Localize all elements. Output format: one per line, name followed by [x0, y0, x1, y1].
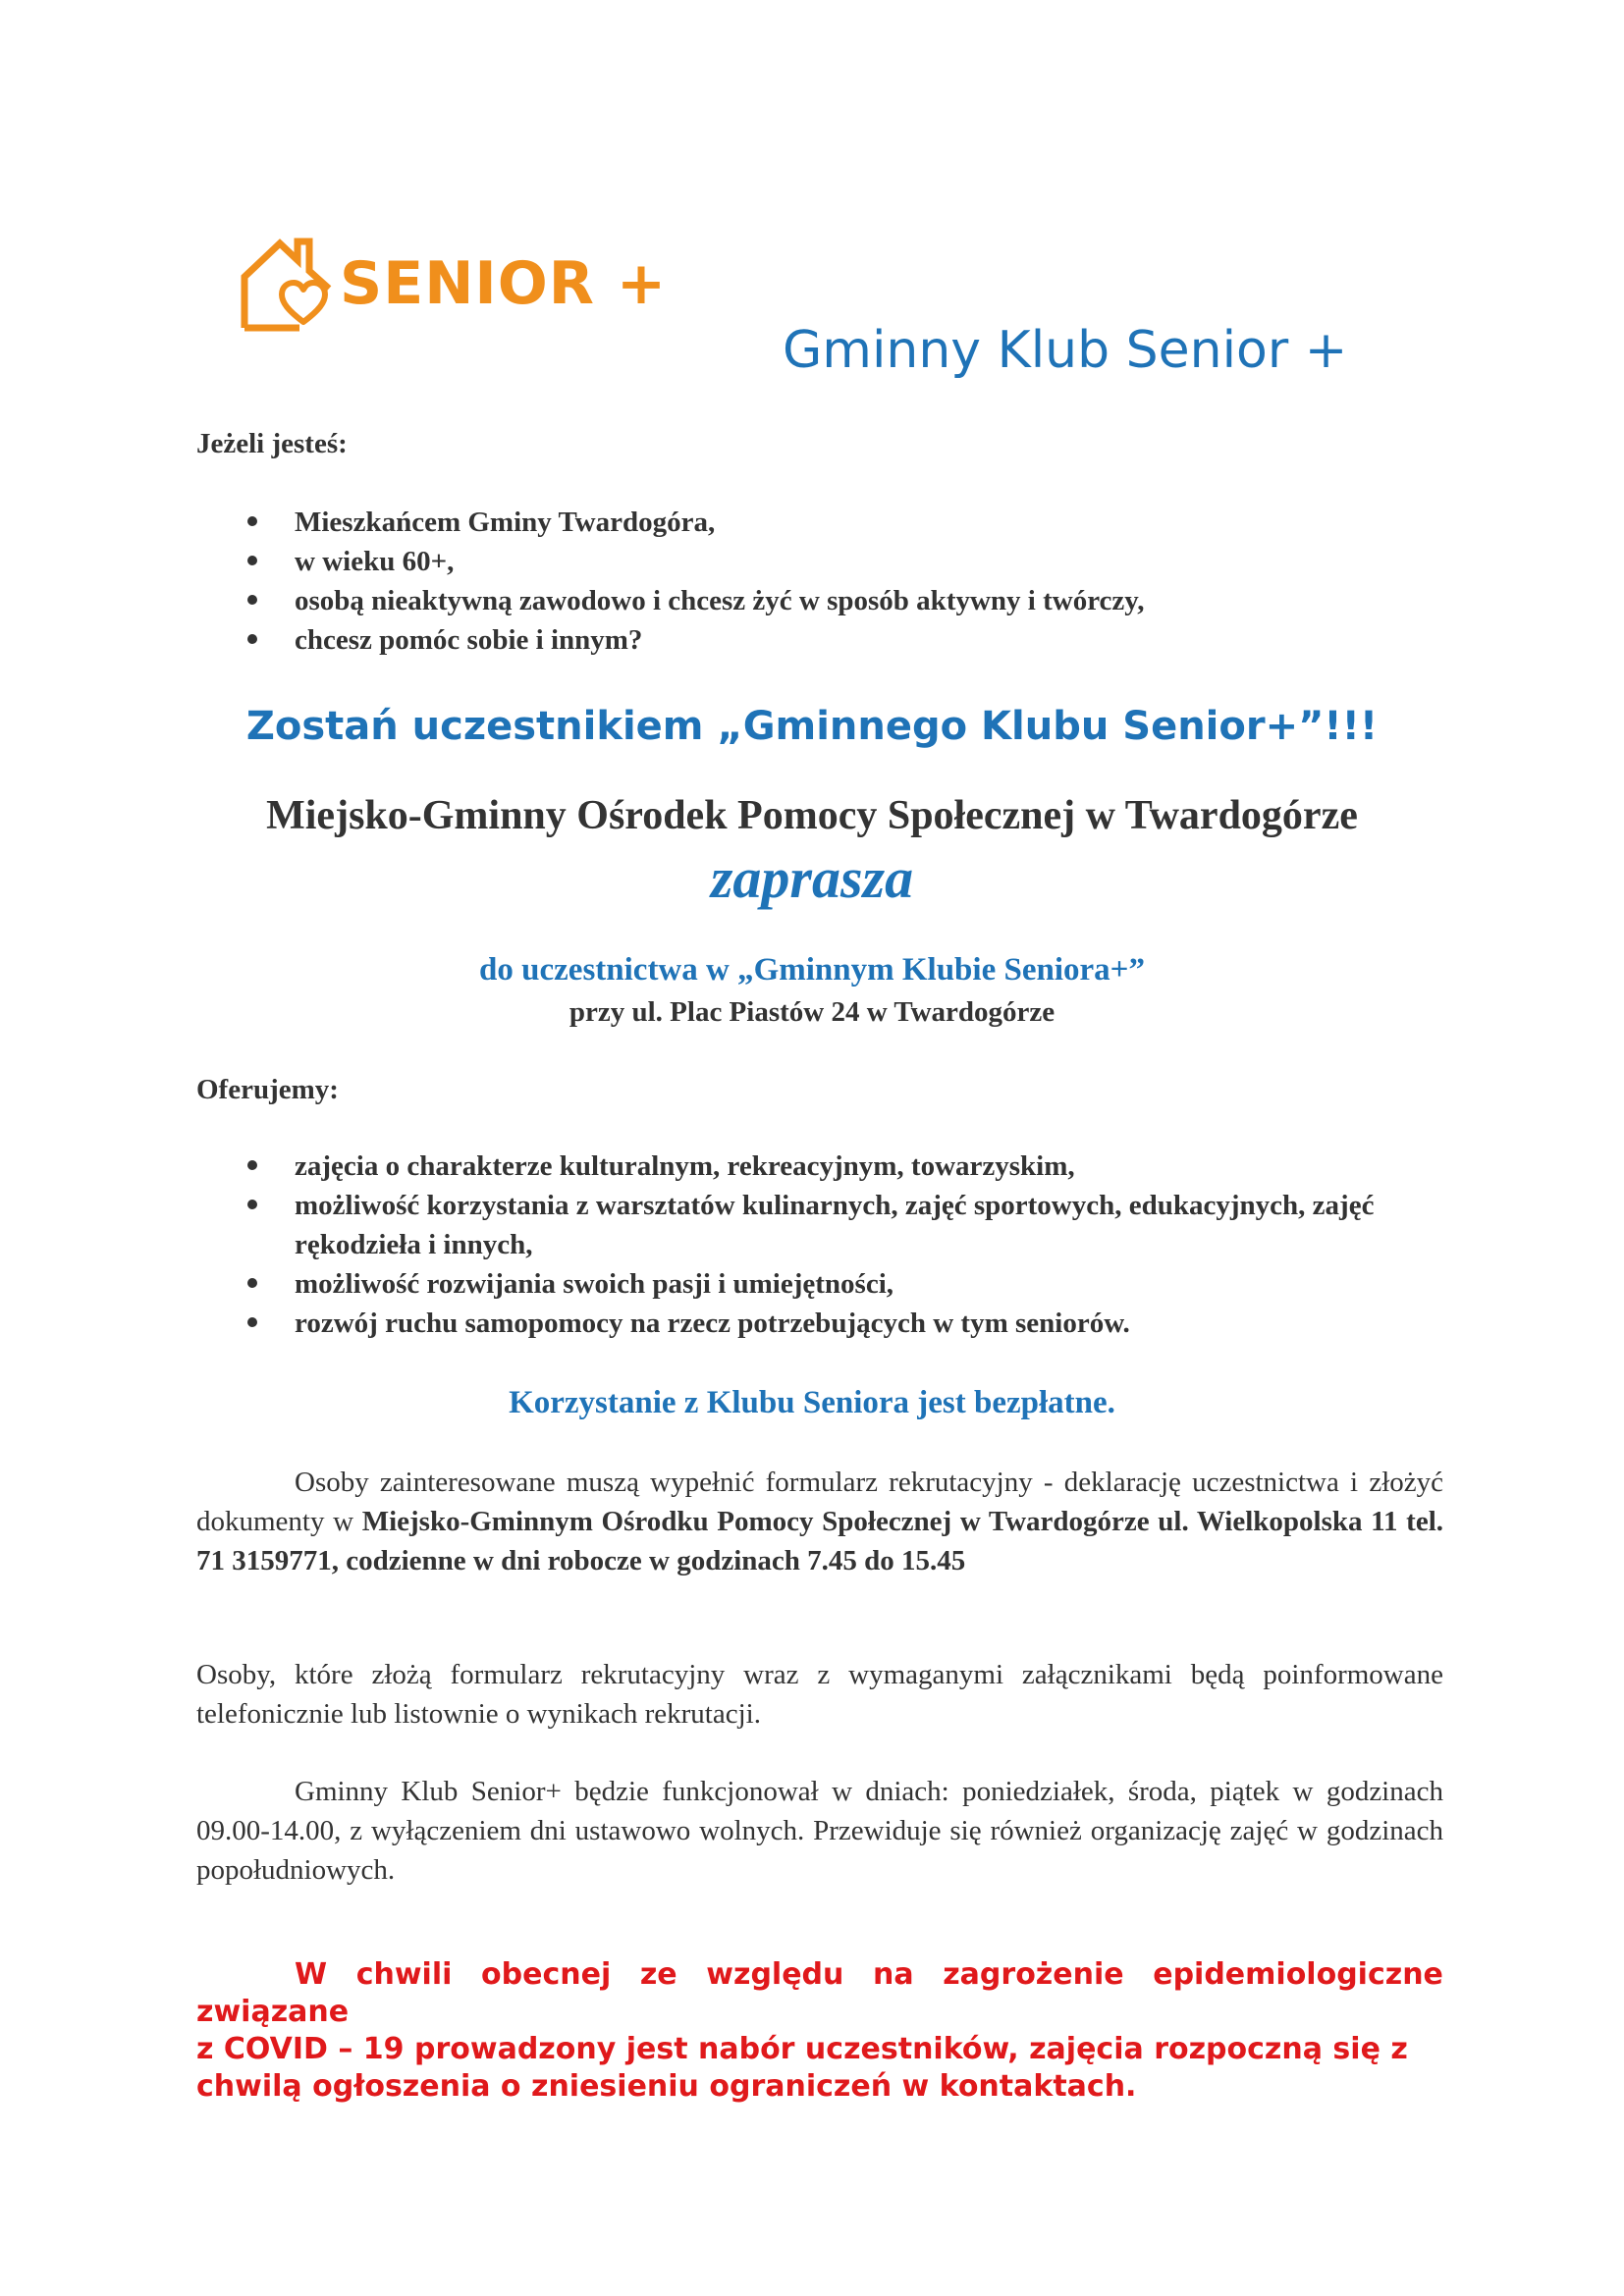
notice-line-1: W chwili obecnej ze względu na zagrożenie epidemiologiczne [295, 1957, 1443, 1992]
bullet-icon [247, 1278, 257, 1288]
bullet-icon [247, 1317, 257, 1327]
recruitment-paragraph [196, 1463, 1443, 1580]
office-contact: Miejsko-Gminnym Ośrodku Pomocy Społecznej w Twardogórze ul. Wielkopolska 11 tel. 71 3159771, codzienne w dni robocze w godzinach 7.45 do 15.45 [196, 1506, 1444, 1576]
offer-label: Oferujemy: [196, 1074, 339, 1105]
bullet-icon [247, 634, 257, 644]
bullet-icon [247, 556, 257, 565]
call-to-action-heading: Zostań uczestnikiem „Gminnego Klubu Senior+”!!! [245, 704, 1379, 749]
list-item: możliwość rozwijania swoich pasji i umiejętności, [196, 1264, 1443, 1304]
schedule-text: Gminny Klub Senior+ będzie funkcjonował w dniach: poniedziałek, środa, piątek w godzinach 09.00-14.00, z wyłączeniem dni ustawowo wolnych. Przewiduje się również organizację zajęć w godzinach popołudniowych. [196, 1776, 1443, 1886]
bullet-icon [247, 595, 257, 605]
list-item: zajęcia o charakterze kulturalnym, rekreacyjnym, towarzyskim, [196, 1147, 1443, 1186]
offer-list [196, 1147, 1443, 1343]
list-item: Mieszkańcem Gminy Twardogóra, [196, 503, 1443, 542]
bullet-icon [247, 1160, 257, 1170]
club-address: przy ul. Plac Piastów 24 w Twardogórze [568, 996, 1056, 1028]
list-item: chcesz pomóc sobie i innym? [196, 620, 1443, 660]
house-heart-icon [239, 234, 337, 332]
list-item: rozwój ruchu samopomocy na rzecz potrzebujących w tym seniorów. [196, 1304, 1443, 1343]
senior-plus-logo [239, 234, 668, 332]
eligibility-list [196, 503, 1443, 660]
list-item: możliwość korzystania z warsztatów kulinarnych, zajęć sportowych, edukacyjnych, zajęć rękodzieła i innych, [196, 1186, 1443, 1264]
free-note: Korzystanie z Klubu Seniora jest bezpłatne. [509, 1385, 1115, 1420]
schedule-paragraph [196, 1772, 1443, 1890]
invitation-verb: zaprasza [710, 846, 914, 910]
bullet-icon [247, 516, 257, 526]
list-item: osobą nieaktywną zawodowo i chcesz żyć w sposób aktywny i twórczy, [196, 581, 1443, 620]
bullet-icon [247, 1200, 257, 1209]
covid-notice [196, 1956, 1443, 2106]
eligibility-label: Jeżeli jesteś: [196, 428, 348, 459]
notice-line-3: z COVID – 19 prowadzony jest nabór uczestników, zajęcia rozpoczną się z chwilą ogłoszenia o zniesieniu ograniczeń w kontaktach. [196, 2032, 1408, 2104]
recruitment-text: Osoby zainteresowane muszą wypełnić formularz rekrutacyjny - deklarację uczestnictwa i złożyć dokumenty w [196, 1467, 1443, 1537]
notification-paragraph: Osoby, które złożą formularz rekrutacyjny wraz z wymaganymi załącznikami będą poinformowane telefonicznie lub listownie o wynikach rekrutacji. [196, 1659, 1443, 1730]
notice-line-2: związane [196, 1995, 350, 2029]
invitation-target: do uczestnictwa w „Gminnym Klubie Seniora+” [479, 952, 1145, 988]
page-title: Gminny Klub Senior + [783, 321, 1348, 380]
organizer-heading: Miejsko-Gminny Ośrodek Pomocy Społecznej w Twardogórze [266, 793, 1358, 838]
list-item: w wieku 60+, [196, 542, 1443, 581]
logo-brand-text: SENIOR + [340, 249, 668, 318]
